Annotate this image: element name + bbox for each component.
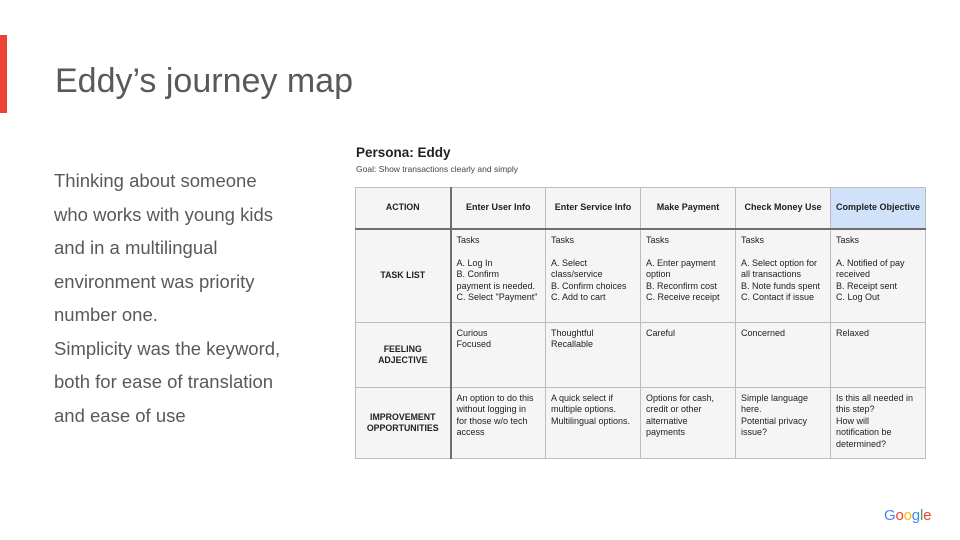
table-row	[356, 323, 926, 388]
body-line: Simplicity was the keyword,	[54, 337, 281, 359]
cell-line: all transactions	[741, 269, 802, 280]
table-cell	[641, 323, 736, 388]
table-cell	[451, 323, 546, 388]
persona-goal: Goal: Show transactions clearly and simply	[356, 164, 519, 174]
cell-line: A. Log In	[456, 257, 493, 268]
cell-line: C. Contact if issue	[741, 292, 815, 303]
logo-letter: l	[919, 507, 924, 524]
logo-letter: G	[884, 507, 896, 524]
cell-line: received	[836, 269, 871, 280]
cell-line	[646, 246, 730, 257]
logo-letter: o	[895, 507, 904, 524]
cell-line: issue?	[741, 427, 768, 438]
body-line: who works with young kids	[54, 203, 274, 225]
cell-line: A. Notified of pay	[836, 257, 905, 268]
table-cell	[641, 229, 736, 323]
cell-line: payments	[646, 427, 686, 438]
cell-line: A quick select if	[551, 393, 614, 403]
cell-line: A. Select option for	[741, 257, 818, 268]
cell-line: for those w/o tech	[456, 415, 528, 426]
step-header: Make Payment	[641, 188, 736, 230]
cell-line: Options for cash,	[646, 393, 715, 403]
logo-letter: e	[923, 507, 932, 524]
cell-line: option	[646, 269, 671, 280]
body-line: both for ease of translation	[54, 371, 274, 392]
cell-line	[836, 246, 920, 257]
slide-title: Eddy’s journey map	[55, 62, 353, 100]
cell-line: B. Confirm choices	[551, 280, 627, 291]
action-header: ACTION	[356, 188, 451, 230]
cell-line	[457, 246, 541, 257]
cell-line: multiple options.	[551, 404, 617, 415]
cell-line: here.	[741, 404, 762, 415]
step-header: Enter User Info	[451, 188, 546, 230]
cell-line: payment is needed.	[456, 280, 536, 291]
table-cell	[736, 323, 831, 388]
cell-line: Multilingual options.	[551, 415, 631, 426]
table-cell	[831, 229, 926, 323]
cell-line: class/service	[551, 269, 603, 280]
cell-line: determined?	[836, 438, 887, 449]
table-row	[356, 229, 926, 323]
cell-line: An option to do this	[456, 393, 534, 403]
table-cell	[641, 388, 736, 459]
cell-line: C. Select "Payment"	[456, 292, 538, 303]
table-cell	[831, 323, 926, 388]
cell-line: A. Select	[551, 257, 588, 268]
table-cell	[831, 388, 926, 459]
cell-line: this step?	[836, 404, 875, 415]
step-header: Check Money Use	[736, 188, 831, 230]
accent-bar	[0, 35, 7, 113]
cell-line: B. Reconfirm cost	[646, 280, 718, 291]
cell-line: without logging in	[456, 404, 527, 415]
cell-line: Is this all needed in	[836, 393, 914, 403]
cell-line: How will	[836, 415, 870, 426]
cell-line: Simple language	[741, 393, 809, 403]
cell-line	[741, 246, 825, 257]
cell-line: Tasks	[551, 235, 575, 245]
table-cell	[451, 388, 546, 459]
cell-line	[551, 246, 635, 257]
body-text	[54, 164, 314, 432]
cell-line: alternative	[646, 415, 688, 426]
table-cell	[736, 388, 831, 459]
cell-line: Curious	[456, 328, 488, 338]
table-row	[356, 388, 926, 459]
cell-line: Tasks	[646, 235, 670, 245]
row-label: IMPROVEMENT OPPORTUNITIES	[356, 388, 451, 459]
logo-letter: o	[903, 507, 912, 524]
cell-line: C. Receive receipt	[646, 292, 720, 303]
cell-line: Focused	[456, 339, 492, 350]
persona-header	[356, 145, 518, 174]
persona-title: Persona: Eddy	[356, 145, 451, 160]
cell-line: B. Confirm	[456, 269, 500, 280]
cell-line: Tasks	[456, 235, 480, 245]
cell-line: A. Enter payment	[646, 257, 716, 268]
cell-line: B. Receipt sent	[836, 280, 898, 291]
cell-line: Thoughtful	[551, 328, 594, 338]
cell-line: Potential privacy	[741, 415, 808, 426]
body-line: number one.	[54, 304, 158, 325]
body-line: environment was priority	[54, 270, 255, 292]
table-cell	[451, 229, 546, 323]
cell-line: Concerned	[741, 328, 786, 338]
row-label: TASK LIST	[356, 229, 451, 323]
row-label: FEELING ADJECTIVE	[356, 323, 451, 388]
step-header: Enter Service Info	[546, 188, 641, 230]
table-cell	[546, 323, 641, 388]
cell-line: Recallable	[551, 339, 594, 350]
body-line: Thinking about someone	[54, 170, 257, 191]
cell-line: access	[456, 427, 485, 438]
cell-line: credit or other	[646, 404, 702, 415]
step-header-complete: Complete Objective	[831, 188, 926, 230]
cell-line: Careful	[646, 328, 676, 338]
table-cell	[546, 229, 641, 323]
cell-line: notification be	[836, 427, 892, 438]
cell-line: C. Log Out	[836, 292, 880, 303]
table-cell	[736, 229, 831, 323]
google-logo	[884, 507, 931, 524]
cell-line: C. Add to cart	[551, 292, 606, 303]
table-header-row	[356, 188, 926, 230]
body-line: and in a multilingual	[54, 237, 218, 258]
table-cell	[546, 388, 641, 459]
logo-letter: g	[911, 507, 920, 524]
cell-line: Tasks	[836, 235, 860, 245]
journey-map-table	[355, 187, 926, 459]
cell-line: Relaxed	[836, 328, 870, 338]
cell-line: B. Note funds spent	[741, 280, 821, 291]
cell-line: Tasks	[741, 235, 765, 245]
body-line: and ease of use	[54, 404, 186, 426]
